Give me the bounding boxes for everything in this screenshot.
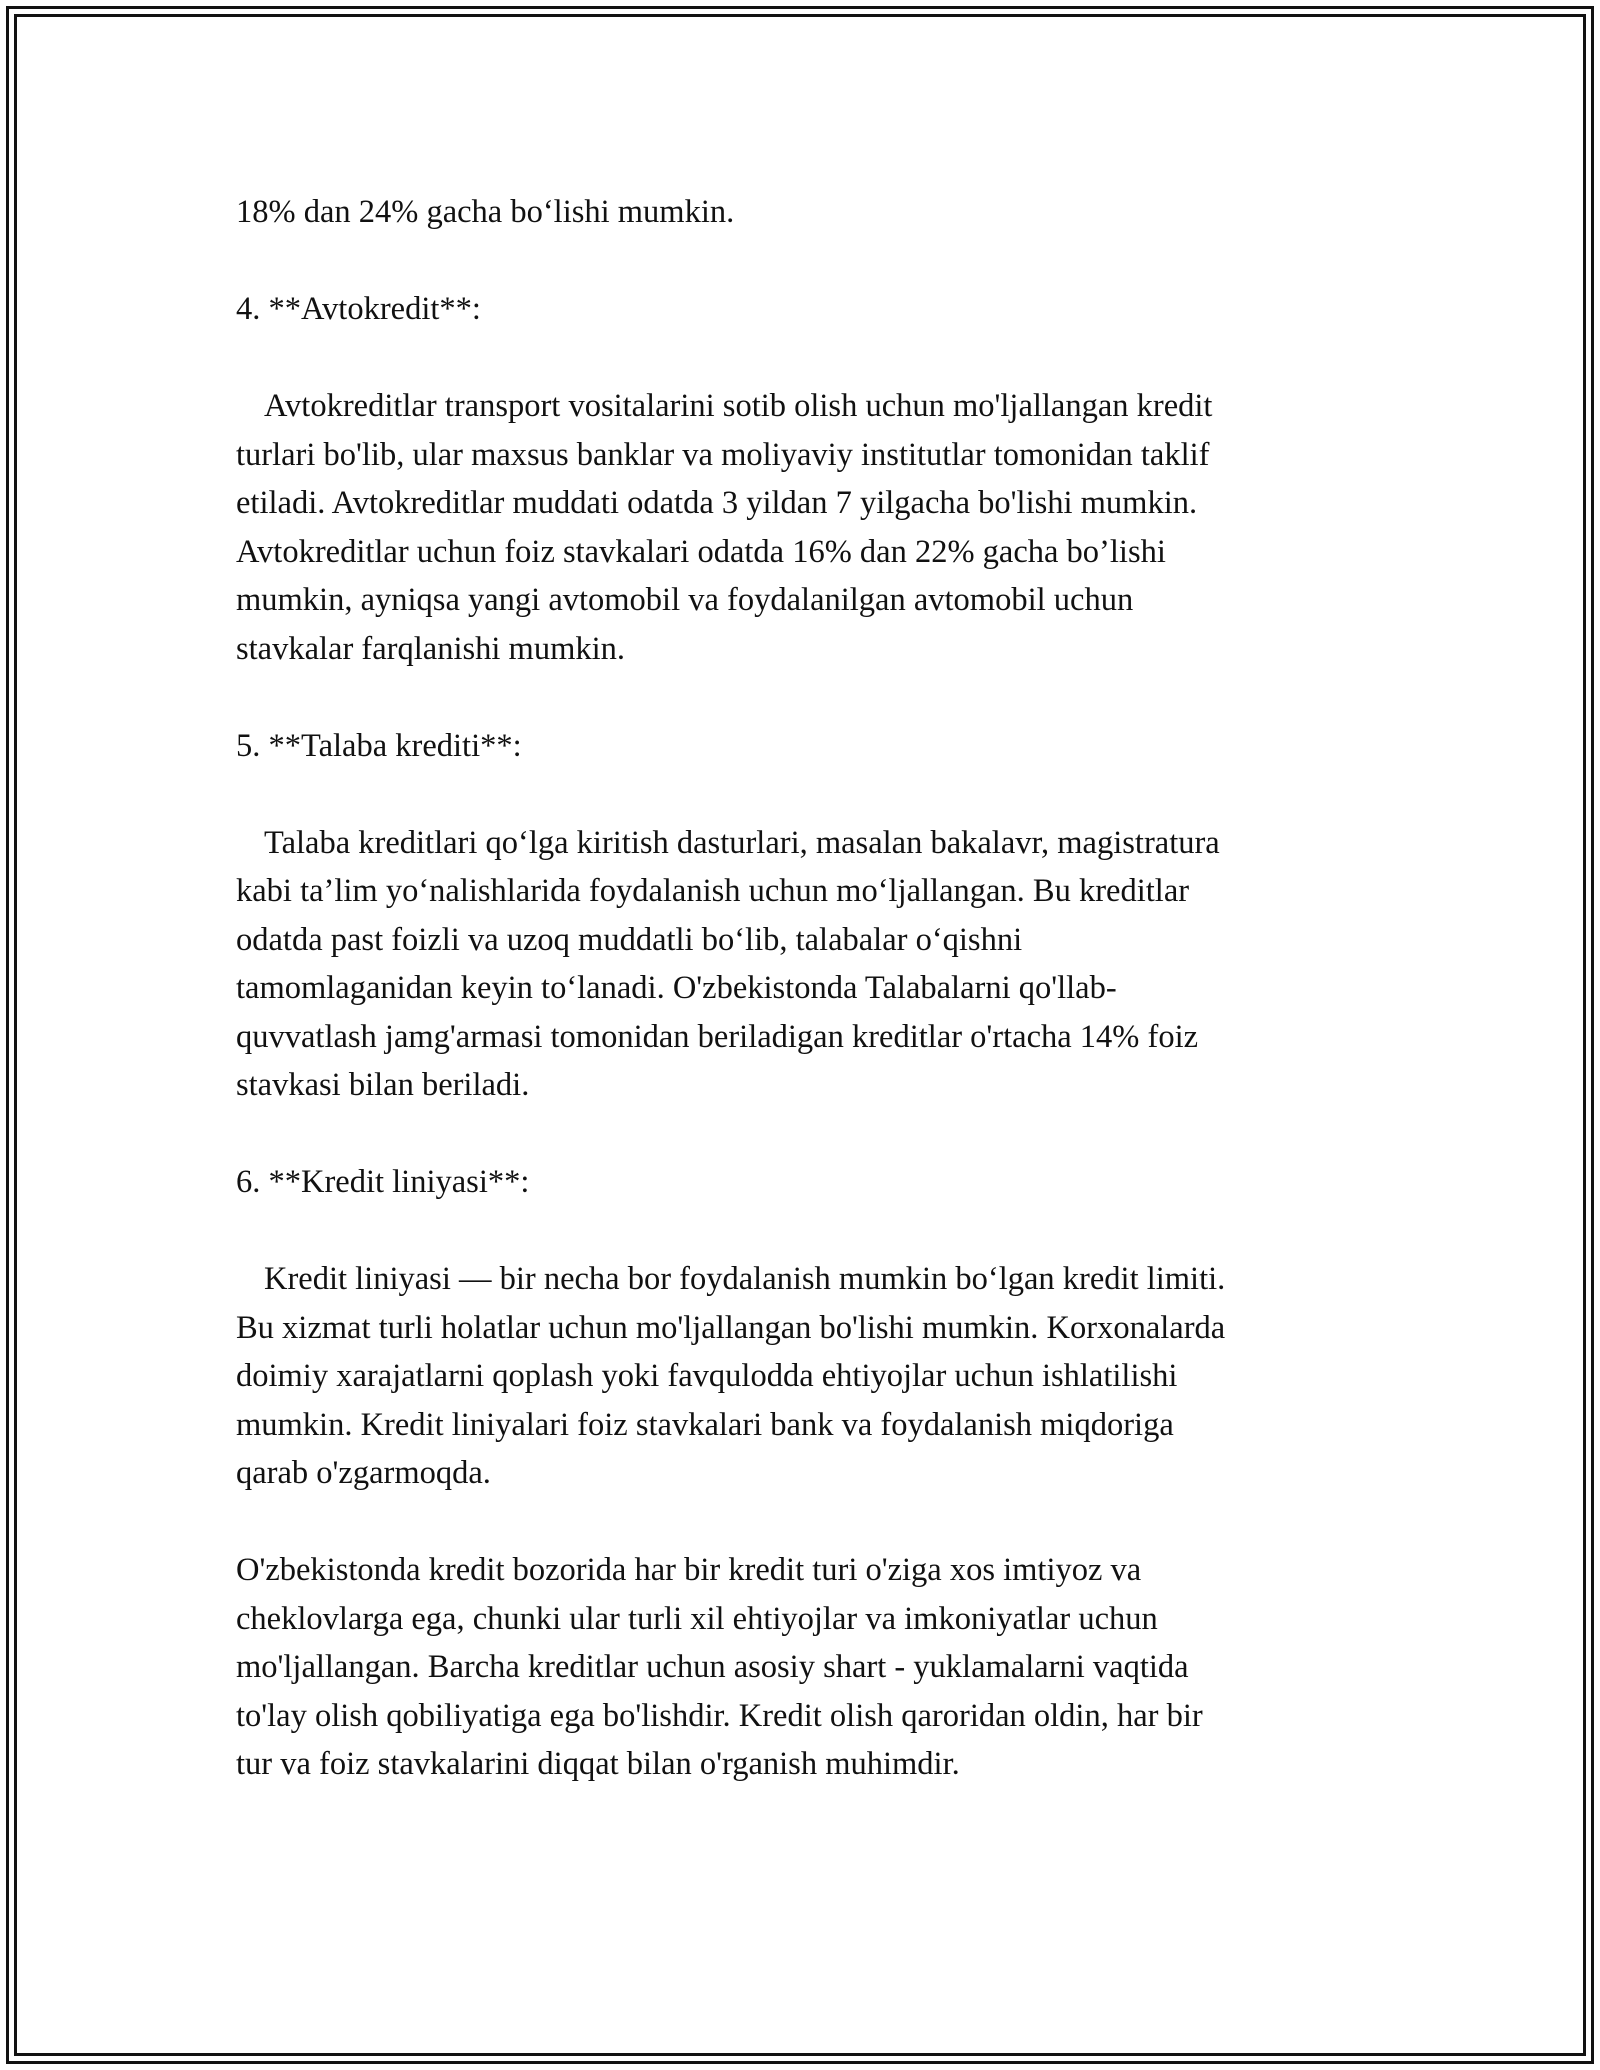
paragraph-line: quvvatlash jamg'armasi tomonidan beriladigan kreditlar o'rtacha 14% foiz bbox=[236, 1018, 1199, 1055]
paragraph-line: O'zbekistonda kredit bozorida har bir kredit turi o'ziga xos imtiyoz va bbox=[236, 1552, 1142, 1588]
paragraph-line: turlari bo'lib, ular maxsus banklar va moliyaviy institutlar tomonidan taklif bbox=[236, 436, 1210, 473]
paragraph-line: etiladi. Avtokreditlar muddati odatda 3 yildan 7 yilgacha bo'lishi mumkin. bbox=[236, 485, 1198, 521]
spacer bbox=[236, 1498, 1366, 1547]
paragraph-kredit-liniyasi bbox=[236, 1255, 1366, 1498]
section-heading-talaba-krediti: 5. **Talaba krediti**: bbox=[236, 727, 522, 764]
paragraph-conclusion bbox=[236, 1546, 1366, 1789]
paragraph-line: mo'ljallangan. Barcha kreditlar uchun asosiy shart - yuklamalarni vaqtida bbox=[236, 1649, 1189, 1685]
paragraph-line: mumkin. Kredit liniyalari foiz stavkalari bank va foydalanish miqdoriga bbox=[236, 1406, 1174, 1443]
paragraph-line: Avtokreditlar uchun foiz stavkalari odatda 16% dan 22% gacha bo’lishi bbox=[236, 533, 1166, 570]
paragraph-line: Talaba kreditlari qo‘lga kiritish dasturlari, masalan bakalavr, magistratura bbox=[264, 824, 1220, 861]
intro-line: 18% dan 24% gacha bo‘lishi mumkin. bbox=[236, 194, 735, 230]
paragraph-line: odatda past foizli va uzoq muddatli bo‘lib, talabalar o‘qishni bbox=[236, 921, 1023, 958]
paragraph-line: doimiy xarajatlarni qoplash yoki favqulodda ehtiyojlar uchun ishlatilishi bbox=[236, 1358, 1178, 1394]
document-body bbox=[236, 188, 1366, 1789]
paragraph-line: mumkin, ayniqsa yangi avtomobil va foydalanilgan avtomobil uchun bbox=[236, 582, 1134, 618]
paragraph-line: Bu xizmat turli holatlar uchun mo'ljallangan bo'lishi mumkin. Korxonalarda bbox=[236, 1309, 1226, 1346]
paragraph-line: cheklovlarga ega, chunki ular turli xil ehtiyojlar va imkoniyatlar uchun bbox=[236, 1600, 1158, 1637]
paragraph-line: stavkasi bilan beriladi. bbox=[236, 1067, 530, 1103]
spacer bbox=[236, 770, 1366, 819]
spacer bbox=[236, 1110, 1366, 1159]
paragraph-line: tamomlaganidan keyin to‘lanadi. O'zbekistonda Talabalarni qo'llab- bbox=[236, 970, 1117, 1006]
section-heading-kredit-liniyasi: 6. **Kredit liniyasi**: bbox=[236, 1164, 530, 1200]
spacer bbox=[236, 1207, 1366, 1256]
paragraph-line: qarab o'zgarmoqda. bbox=[236, 1455, 491, 1491]
paragraph-line: Kredit liniyasi — bir necha bor foydalanish mumkin bo‘lgan kredit limiti. bbox=[264, 1261, 1226, 1297]
paragraph-avtokredit bbox=[236, 382, 1366, 673]
paragraph-line: tur va foiz stavkalarini diqqat bilan o'rganish muhimdir. bbox=[236, 1746, 960, 1782]
paragraph-talaba-krediti bbox=[236, 819, 1366, 1110]
spacer bbox=[236, 334, 1366, 383]
paragraph-line: kabi ta’lim yo‘nalishlarida foydalanish uchun mo‘ljallangan. Bu kreditlar bbox=[236, 873, 1190, 909]
spacer bbox=[236, 237, 1366, 286]
paragraph-line: to'lay olish qobiliyatiga ega bo'lishdir. Kredit olish qaroridan oldin, har bir bbox=[236, 1697, 1203, 1734]
section-heading-avtokredit: 4. **Avtokredit**: bbox=[236, 291, 481, 327]
paragraph-line: Avtokreditlar transport vositalarini sotib olish uchun mo'ljallangan kredit bbox=[264, 388, 1213, 424]
paragraph-line: stavkalar farqlanishi mumkin. bbox=[236, 630, 626, 667]
spacer bbox=[236, 673, 1366, 722]
